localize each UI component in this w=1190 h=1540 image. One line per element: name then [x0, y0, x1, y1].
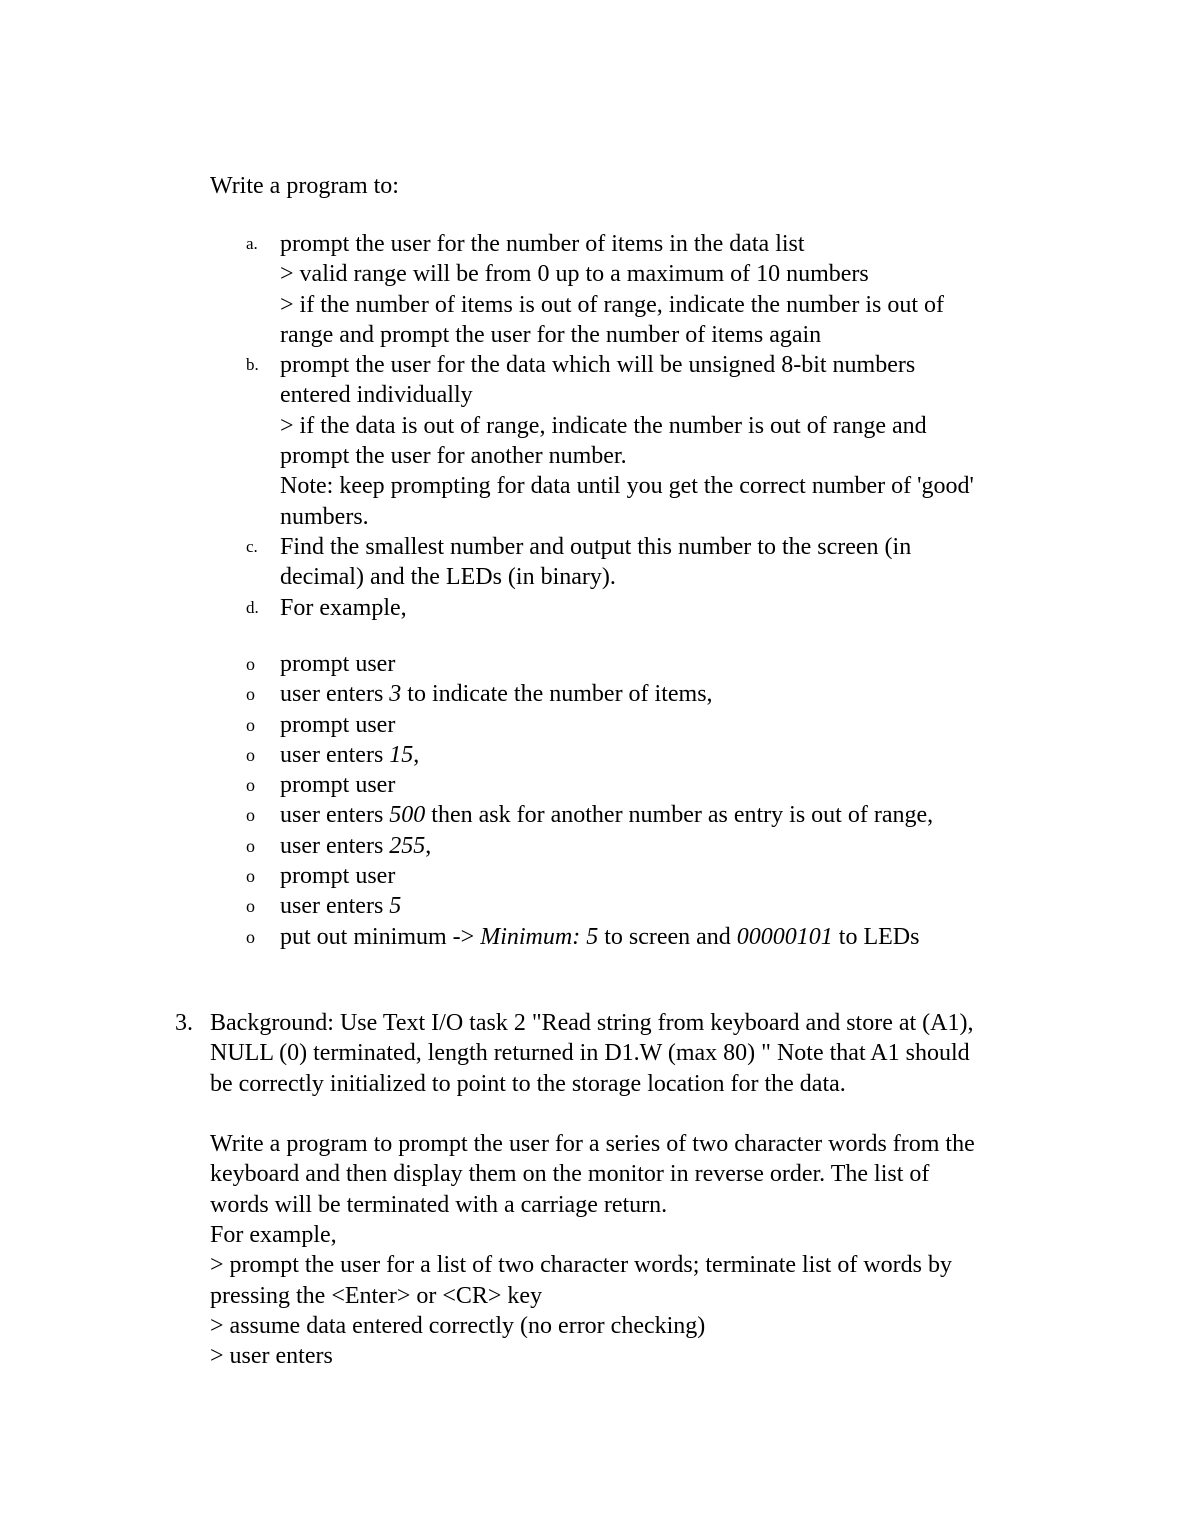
- bullet-marker: o: [246, 744, 255, 765]
- example-step: [0, 740, 1050, 770]
- section-body: [210, 1008, 1070, 1372]
- step-text-plain: user enters: [280, 741, 390, 768]
- task-line: > if the data is out of range, indicate the number is out of range and: [280, 412, 927, 439]
- example-step: [0, 710, 1050, 740]
- example-step-final: [0, 922, 1050, 952]
- background-line: Background: Use Text I/O task 2 "Read string from keyboard and store at (A1),: [210, 1010, 974, 1036]
- task-line: For example,: [210, 1222, 337, 1249]
- example-steps-list: [0, 649, 1050, 952]
- task-line: Write a program to prompt the user for a series of two character words from the: [210, 1131, 975, 1158]
- step-text: [280, 922, 1050, 952]
- example-step: [0, 679, 1050, 709]
- step-text-italic: 255: [389, 832, 426, 859]
- task-marker: c.: [246, 536, 258, 556]
- bullet-marker: o: [246, 654, 255, 674]
- step-text-plain: to indicate the number of items,: [401, 681, 713, 708]
- example-step: [0, 831, 1050, 861]
- task-line: numbers.: [280, 503, 369, 530]
- task-line: range and prompt the user for the number of items again: [280, 321, 822, 348]
- step-text: [280, 891, 1050, 921]
- step-text-italic: 15: [389, 741, 414, 768]
- task-line: > user enters: [210, 1343, 333, 1370]
- example-step: [0, 800, 1050, 830]
- step-text-plain: then ask for another number as entry is out of range,: [425, 802, 934, 829]
- step-text: [280, 770, 1050, 800]
- example-step: [0, 891, 1050, 921]
- task-line: For example,: [280, 594, 407, 621]
- step-text-italic: 500: [389, 802, 426, 829]
- task-item-a: [0, 229, 1050, 350]
- step-text-plain: to screen and: [598, 923, 737, 950]
- step-text: [280, 649, 1050, 679]
- task-marker: a.: [246, 234, 258, 253]
- task-line: prompt the user for another number.: [280, 443, 627, 470]
- bullet-marker: o: [246, 866, 255, 887]
- task-marker: b.: [246, 355, 259, 375]
- bullet-marker: o: [246, 805, 255, 826]
- step-text-plain: ,: [425, 832, 432, 859]
- intro-text: Write a program to:: [210, 173, 399, 199]
- task-item-c: [0, 532, 1050, 593]
- task-item-b: [0, 350, 1050, 532]
- bullet-marker: o: [246, 714, 255, 735]
- task-list: [0, 229, 1050, 623]
- task-line: Note: keep prompting for data until you get the correct number of 'good': [280, 473, 974, 500]
- task-item-d: [0, 593, 1050, 623]
- step-text-plain: user enters: [280, 802, 390, 829]
- task-line: prompt the user for the data which will be unsigned 8-bit numbers: [280, 352, 916, 379]
- task-line: Find the smallest number and output this number to the screen (in: [280, 533, 912, 560]
- step-text-plain: put out minimum ->: [280, 923, 481, 950]
- bullet-marker: o: [246, 896, 255, 917]
- paragraph-gap: [210, 1099, 1070, 1129]
- task-line: words will be terminated with a carriage return.: [210, 1191, 668, 1218]
- step-text-plain: prompt user: [280, 651, 396, 677]
- bullet-marker: o: [246, 775, 255, 796]
- step-text: [280, 679, 1050, 709]
- step-text-plain: ,: [413, 741, 420, 768]
- example-step: [0, 861, 1050, 891]
- task-line: prompt the user for the number of items in the data list: [280, 231, 805, 257]
- task-marker: d.: [246, 597, 259, 617]
- step-text-italic: 3: [389, 681, 402, 708]
- step-text-italic: 5: [389, 893, 402, 920]
- step-text-plain: user enters: [280, 681, 390, 708]
- step-text-plain: user enters: [280, 832, 390, 859]
- background-line: be correctly initialized to point to the storage location for the data.: [210, 1070, 846, 1097]
- bullet-marker: o: [246, 835, 255, 856]
- step-text-italic: Minimum: 5: [480, 923, 599, 950]
- example-step: [0, 770, 1050, 800]
- example-step: [0, 649, 1050, 679]
- step-text-plain: prompt user: [280, 772, 396, 799]
- task-line: > valid range will be from 0 up to a maximum of 10 numbers: [280, 261, 869, 288]
- task-line: keyboard and then display them on the monitor in reverse order. The list of: [210, 1161, 930, 1188]
- step-text-italic: 00000101: [736, 923, 833, 950]
- task-line: entered individually: [280, 382, 473, 409]
- step-text-plain: prompt user: [280, 711, 396, 738]
- step-text-plain: user enters: [280, 893, 390, 920]
- task-line: > prompt the user for a list of two character words; terminate list of words by: [210, 1252, 953, 1279]
- step-text: [280, 740, 1050, 770]
- task-line: pressing the <Enter> or <CR> key: [210, 1282, 543, 1309]
- task-line: > if the number of items is out of range, indicate the number is out of: [280, 291, 945, 318]
- task-line: decimal) and the LEDs (in binary).: [280, 564, 616, 591]
- step-text-plain: prompt user: [280, 863, 396, 890]
- section-number: 3.: [175, 1010, 193, 1036]
- task-line: > assume data entered correctly (no error checking): [210, 1312, 706, 1339]
- background-line: NULL (0) terminated, length returned in D1.W (max 80) " Note that A1 should: [210, 1040, 970, 1067]
- step-text: [280, 861, 1050, 891]
- bullet-marker: o: [246, 684, 255, 705]
- step-text: [280, 800, 1050, 830]
- step-text: [280, 710, 1050, 740]
- bullet-marker: o: [246, 926, 255, 947]
- step-text-plain: to LEDs: [832, 923, 920, 950]
- step-text: [280, 831, 1050, 861]
